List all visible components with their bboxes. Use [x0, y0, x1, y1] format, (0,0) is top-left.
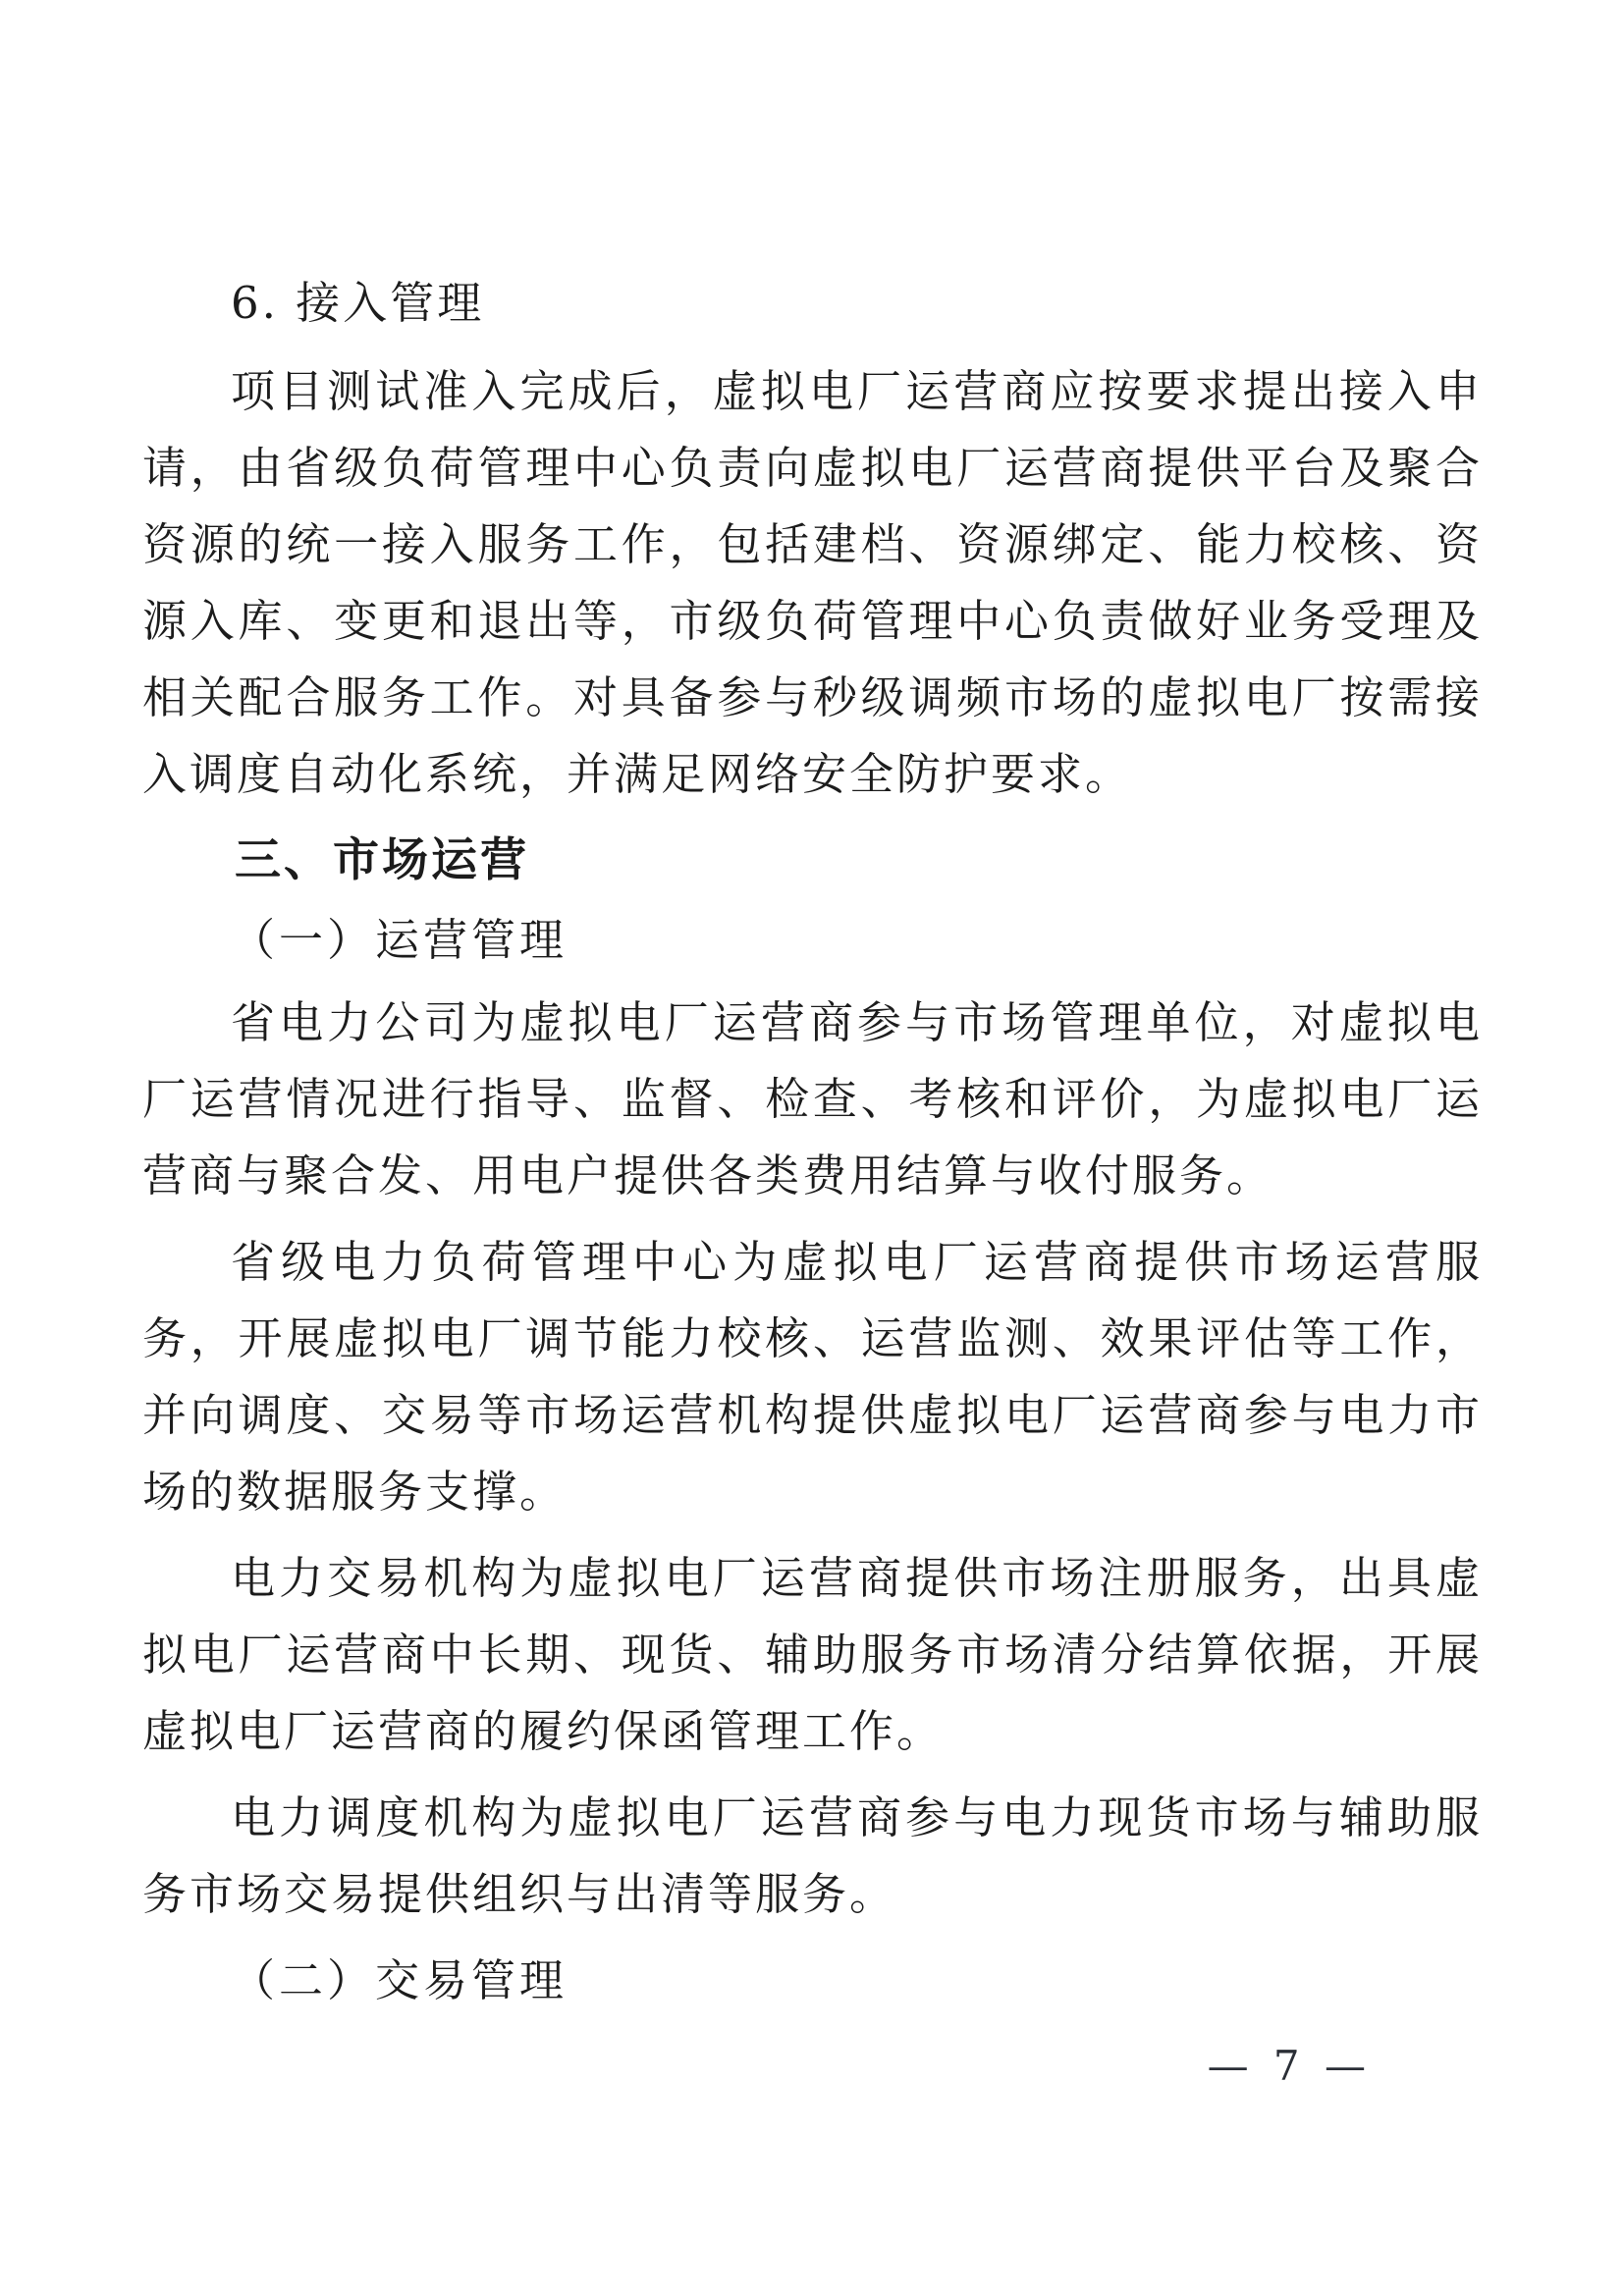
- heading-market-operation: 三、市场运营: [235, 833, 529, 887]
- page-footer: [1208, 2028, 1372, 2105]
- page-number: — 7 —: [1207, 2042, 1372, 2090]
- heading-operation-management: （一）运营管理: [231, 914, 568, 966]
- paragraph-power-trading-institution: 电力交易机构为虚拟电厂运营商提供市场注册服务，出具虚拟电厂运营商中长期、现货、辅助服务市场清分结算依据，开展虚拟电厂运营商的履约保函管理工作。: [142, 1552, 1483, 1757]
- heading-trading-management: （二）交易管理: [231, 1954, 568, 2006]
- paragraph-power-dispatch-institution: 电力调度机构为虚拟电厂运营商参与电力现货市场与辅助服务市场交易提供组织与出清等服务。: [142, 1791, 1483, 1920]
- paragraph-load-management-center: 省级电力负荷管理中心为虚拟电厂运营商提供市场运营服务，开展虚拟电厂调节能力校核、运营监测、效果评估等工作，并向调度、交易等市场运营机构提供虚拟电厂运营商参与电力市场的数据服务支撑。: [142, 1236, 1483, 1518]
- paragraph-provincial-power-company: 省电力公司为虚拟电厂运营商参与市场管理单位，对虚拟电厂运营情况进行指导、监督、检查、考核和评价，为虚拟电厂运营商与聚合发、用电户提供各类费用结算与收付服务。: [142, 996, 1483, 1201]
- paragraph-access-management: 项目测试准入完成后，虚拟电厂运营商应按要求提出接入申请，由省级负荷管理中心负责向虚拟电厂运营商提供平台及聚合资源的统一接入服务工作，包括建档、资源绑定、能力校核、资源入库、变更和退出等，市级负荷管理中心负责做好业务受理及相关配合服务工作。对具备参与秒级调频市场的虚拟电厂按需接入调度自动化系统，并满足网络安全防护要求。: [142, 365, 1483, 800]
- section-heading-access-management: 6. 接入管理: [231, 277, 485, 329]
